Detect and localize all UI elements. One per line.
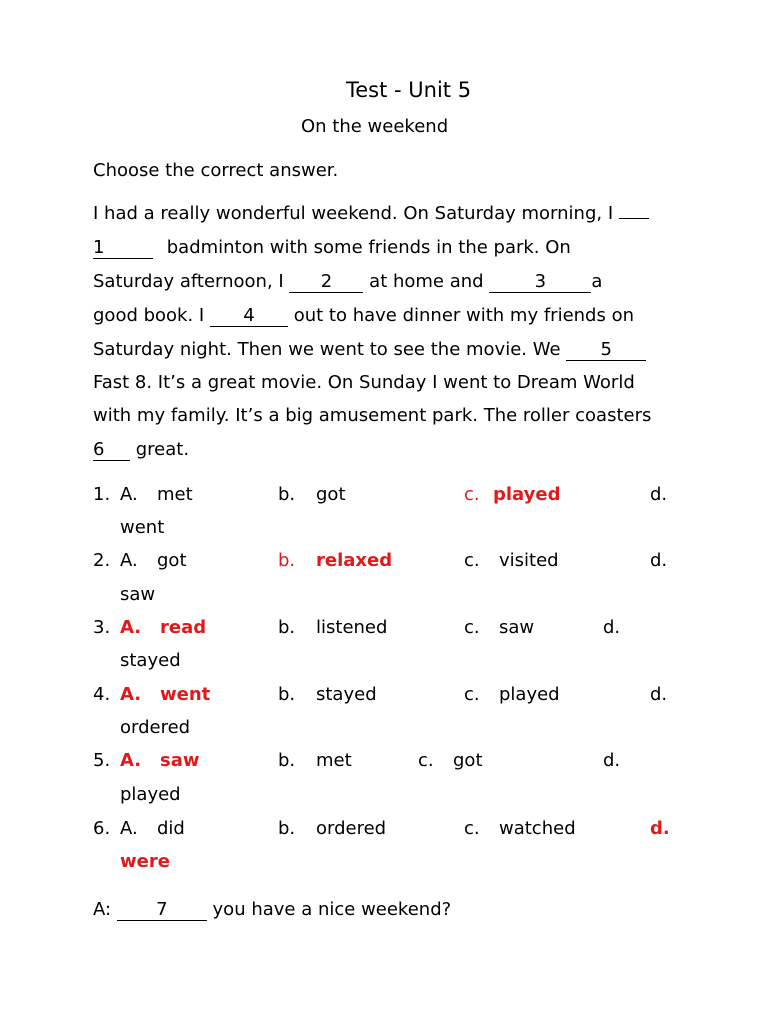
q5-number: 5. (93, 750, 111, 771)
q6-d-letter: d. (650, 818, 670, 839)
q1-number: 1. (93, 484, 111, 505)
q6-b-letter: b. (278, 818, 296, 839)
q2-d-letter: d. (650, 550, 668, 571)
answer-blank-6: 6 (93, 440, 130, 461)
q3-c-option: saw (499, 617, 535, 638)
q5-d-letter: d. (603, 750, 621, 771)
q5-b-letter: b. (278, 750, 296, 771)
dialog-line (93, 899, 451, 921)
passage-text: Saturday night. Then we went to see the movie. We (93, 339, 561, 360)
q4-number: 4. (93, 684, 111, 705)
q1-d-letter: d. (650, 484, 668, 505)
passage-line-3 (93, 271, 602, 293)
q5-a-option-correct: saw (160, 750, 200, 771)
q1-b-option: got (316, 484, 346, 505)
answer-blank-5: 5 (566, 340, 646, 361)
passage-text: Saturday afternoon, I (93, 271, 284, 292)
q6-b-option: ordered (316, 818, 387, 839)
page-title: Test - Unit 5 (346, 78, 472, 102)
passage-text: with my family. It’s a big amusement park. The roller coasters (93, 405, 652, 426)
q2-number: 2. (93, 550, 111, 571)
q1-c-letter: c. (464, 484, 480, 505)
q2-b-option-correct: relaxed (316, 550, 393, 571)
q2-b-letter: b. (278, 550, 296, 571)
q2-c-option: visited (499, 550, 559, 571)
q3-a-letter: A. (120, 617, 142, 638)
q5-b-option: met (316, 750, 352, 771)
q3-d-option: stayed (120, 650, 181, 671)
passage-text: I had a really wonderful weekend. On Saturday morning, I (93, 203, 614, 224)
answer-blank-4: 4 (210, 306, 288, 327)
q6-d-option-correct: were (120, 851, 170, 872)
q1-a-letter: A. (120, 484, 138, 505)
answer-blank-1: 1 (93, 238, 153, 259)
q5-a-letter: A. (120, 750, 142, 771)
q3-a-option-correct: read (160, 617, 207, 638)
passage-text: Fast 8. It’s a great movie. On Sunday I went to Dream World (93, 372, 635, 393)
q1-b-letter: b. (278, 484, 296, 505)
passage-text: great. (135, 439, 190, 460)
q4-d-option: ordered (120, 717, 191, 738)
page-subtitle: On the weekend (301, 116, 449, 137)
q4-b-letter: b. (278, 684, 296, 705)
q6-a-option: did (157, 818, 185, 839)
instruction: Choose the correct answer. (93, 160, 339, 181)
passage-text: badminton with some friends in the park. On (166, 237, 571, 258)
q2-d-option: saw (120, 584, 156, 605)
q4-a-option-correct: went (160, 684, 211, 705)
q3-number: 3. (93, 617, 111, 638)
answer-blank-7: 7 (117, 900, 207, 921)
passage-line-7 (93, 405, 651, 426)
passage-line-6 (93, 372, 635, 393)
q3-b-letter: b. (278, 617, 296, 638)
q1-a-option: met (157, 484, 193, 505)
q3-d-letter: d. (603, 617, 621, 638)
q3-b-option: listened (316, 617, 388, 638)
passage-text: out to have dinner with my friends on (293, 305, 635, 326)
q4-c-option: played (499, 684, 560, 705)
q5-c-option: got (453, 750, 483, 771)
dialog-speaker: A: (93, 899, 112, 920)
q4-d-letter: d. (650, 684, 668, 705)
q4-b-option: stayed (316, 684, 377, 705)
dialog-text: you have a nice weekend? (212, 899, 452, 920)
answer-blank (619, 218, 649, 219)
q6-number: 6. (93, 818, 111, 839)
passage-line-8 (93, 439, 189, 461)
q3-c-letter: c. (464, 617, 480, 638)
passage-line-1 (93, 203, 649, 224)
q4-c-letter: c. (464, 684, 480, 705)
answer-blank-3: 3 (489, 272, 591, 293)
q2-a-option: got (157, 550, 187, 571)
q5-c-letter: c. (418, 750, 434, 771)
q2-a-letter: A. (120, 550, 138, 571)
q6-c-option: watched (499, 818, 576, 839)
answer-blank-2: 2 (289, 272, 363, 293)
q6-c-letter: c. (464, 818, 480, 839)
q1-c-option-correct: played (493, 484, 561, 505)
passage-text: a (591, 271, 603, 292)
q4-a-letter: A. (120, 684, 142, 705)
passage-text: at home and (369, 271, 484, 292)
passage-line-5 (93, 339, 646, 361)
q2-c-letter: c. (464, 550, 480, 571)
passage-line-4 (93, 305, 634, 327)
passage-text: good book. I (93, 305, 205, 326)
q6-a-letter: A. (120, 818, 138, 839)
passage-line-2 (93, 237, 571, 259)
q1-d-option: went (120, 517, 165, 538)
q5-d-option: played (120, 784, 181, 805)
